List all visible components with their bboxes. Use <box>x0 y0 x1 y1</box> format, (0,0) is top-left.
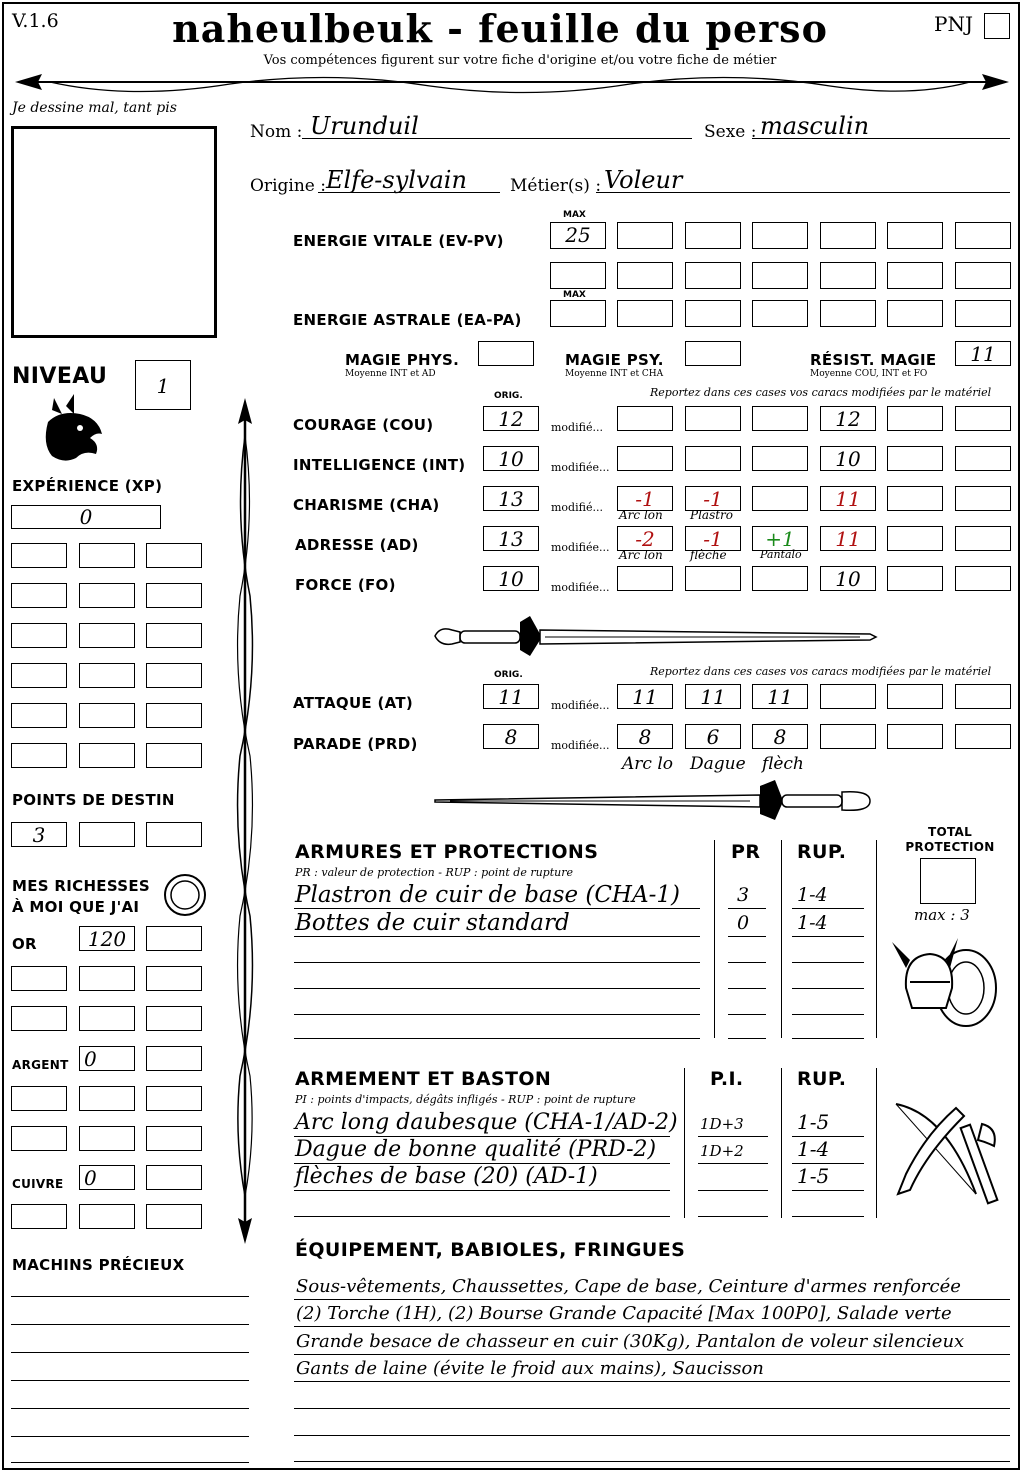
machins-label: MACHINS PRÉCIEUX <box>12 1256 185 1274</box>
destin-box[interactable] <box>79 822 135 847</box>
sword-icon <box>430 612 880 658</box>
armure-name[interactable]: Plastron de cuir de base (CHA-1) <box>295 882 680 908</box>
cuivre-box[interactable]: 0 <box>79 1165 135 1190</box>
parade-mod-box[interactable]: 8 <box>617 724 673 749</box>
protection-max-label: max : 3 <box>914 906 970 924</box>
adresse-mod-box[interactable] <box>887 526 943 551</box>
pnj-label: PNJ <box>934 12 973 36</box>
modifie-label: modifiée... <box>551 461 610 474</box>
armement-note: PI : points d'impacts, dégâts infligés - RUP : point de rupture <box>295 1093 636 1106</box>
niveau-box[interactable]: 1 <box>135 360 191 410</box>
courage-mod-box[interactable] <box>752 406 808 431</box>
arme-pi[interactable]: 1D+3 <box>700 1115 744 1133</box>
weapon-note: Dague <box>690 754 746 774</box>
argent-box[interactable] <box>11 1126 67 1151</box>
force-mod-box[interactable] <box>685 566 741 591</box>
sexe-label: Sexe : <box>704 122 757 142</box>
metier-value[interactable]: Voleur <box>604 166 683 194</box>
charisme-mod-box[interactable]: -1 <box>685 486 741 511</box>
sword-icon <box>430 778 880 822</box>
adresse-note: flèche <box>690 548 727 562</box>
portrait-caption: Je dessine mal, tant pis <box>12 100 177 116</box>
orig-label: ORIG. <box>494 391 523 401</box>
courage-mod-box[interactable] <box>955 406 1011 431</box>
nom-value[interactable]: Urunduil <box>310 112 419 140</box>
ea-box[interactable] <box>820 300 876 327</box>
adresse-final-box[interactable]: 11 <box>820 526 876 551</box>
magie-psy-box[interactable] <box>685 341 741 366</box>
xp-box[interactable] <box>11 703 67 728</box>
modifie-label: modifié... <box>551 501 603 514</box>
vertical-spear-icon <box>228 396 262 1246</box>
parade-mod-box[interactable] <box>887 724 943 749</box>
attaque-mod-box[interactable] <box>955 684 1011 709</box>
attaque-label: ATTAQUE (AT) <box>293 694 414 712</box>
adresse-mod-box[interactable]: -2 <box>617 526 673 551</box>
parade-label: PARADE (PRD) <box>293 735 418 753</box>
intelligence-mod-box[interactable] <box>887 446 943 471</box>
or-box[interactable] <box>146 926 202 951</box>
xp-box[interactable] <box>79 703 135 728</box>
force-mod-box[interactable] <box>617 566 673 591</box>
charisme-note: Plastro <box>690 508 734 522</box>
arme-pi[interactable]: 1D+2 <box>700 1142 744 1160</box>
courage-mod-box[interactable] <box>685 406 741 431</box>
argent-box[interactable] <box>146 1046 202 1071</box>
xp-box[interactable] <box>11 543 67 568</box>
xp-box[interactable] <box>11 583 67 608</box>
or-box[interactable]: 120 <box>79 926 135 951</box>
courage-final-box[interactable]: 12 <box>820 406 876 431</box>
portrait-box[interactable] <box>11 126 217 338</box>
cuivre-box[interactable] <box>146 1165 202 1190</box>
equipement-line[interactable]: Sous-vêtements, Chaussettes, Cape de base, Ceinture d'armes renforcée <box>296 1276 961 1297</box>
ev-label: ENERGIE VITALE (EV-PV) <box>293 232 504 250</box>
equipement-title: ÉQUIPEMENT, BABIOLES, FRINGUES <box>295 1239 686 1261</box>
ev-box[interactable] <box>887 222 943 249</box>
armement-title: ARMEMENT ET BASTON <box>295 1068 552 1090</box>
arme-name[interactable]: Dague de bonne qualité (PRD-2) <box>295 1137 657 1162</box>
equipement-line[interactable]: (2) Torche (1H), (2) Bourse Grande Capacité [Max 100P0], Salade verte <box>296 1303 952 1324</box>
armure-pr[interactable]: 0 <box>737 912 750 934</box>
force-mod-box[interactable] <box>752 566 808 591</box>
sexe-value[interactable]: masculin <box>760 112 870 140</box>
or-box[interactable] <box>146 1006 202 1031</box>
xp-box[interactable] <box>79 543 135 568</box>
arme-rup[interactable]: 1-5 <box>797 1110 830 1134</box>
xp-box[interactable] <box>11 663 67 688</box>
total-protection-box[interactable] <box>920 858 976 904</box>
version-label: V.1.6 <box>12 10 59 32</box>
ev-box[interactable] <box>887 262 943 289</box>
arme-name[interactable]: flèches de base (20) (AD-1) <box>295 1164 598 1189</box>
or-box[interactable] <box>79 966 135 991</box>
helmet-shield-icon <box>888 928 1000 1032</box>
armures-rup-label: RUP. <box>797 841 847 863</box>
coin-icon <box>162 872 208 918</box>
spear-divider-icon <box>10 66 1014 100</box>
argent-label: ARGENT <box>12 1058 69 1072</box>
xp-box[interactable] <box>146 543 202 568</box>
armure-rup[interactable]: 1-4 <box>797 912 828 934</box>
charisme-mod-box[interactable] <box>752 486 808 511</box>
ev-max-box[interactable]: 25 <box>550 222 606 249</box>
or-box[interactable] <box>11 1006 67 1031</box>
weapon-note: Arc lo <box>622 754 673 774</box>
parade-mod-box[interactable] <box>820 724 876 749</box>
sheet-title: naheulbeuk - feuille du perso <box>172 6 828 51</box>
magie-phys-box[interactable] <box>478 341 534 366</box>
ea-max-label: MAX <box>563 290 586 300</box>
armure-name[interactable]: Bottes de cuir standard <box>295 910 570 936</box>
charisme-label: CHARISME (CHA) <box>293 496 440 514</box>
ev-box[interactable] <box>955 262 1011 289</box>
xp-box[interactable] <box>146 583 202 608</box>
or-box[interactable] <box>11 966 67 991</box>
ea-max-box[interactable] <box>550 300 606 327</box>
adresse-label: ADRESSE (AD) <box>295 536 419 554</box>
adresse-mod-box[interactable]: -1 <box>685 526 741 551</box>
ea-box[interactable] <box>617 300 673 327</box>
argent-box[interactable] <box>146 1086 202 1111</box>
force-mod-box[interactable] <box>955 566 1011 591</box>
adresse-mod-box[interactable]: +1 <box>752 526 808 551</box>
ea-box[interactable] <box>887 300 943 327</box>
or-label: OR <box>12 935 37 953</box>
parade-mod-box[interactable]: 8 <box>752 724 808 749</box>
xp-box[interactable]: 0 <box>11 505 161 529</box>
xp-box[interactable] <box>11 743 67 768</box>
intelligence-mod-box[interactable] <box>752 446 808 471</box>
crossed-weapons-icon <box>886 1094 1002 1214</box>
armures-note: PR : valeur de protection - RUP : point de rupture <box>295 866 573 879</box>
weapon-note: flèch <box>762 754 804 774</box>
combat-orig-label: ORIG. <box>494 670 523 680</box>
modifie-label: modifiée... <box>551 699 610 712</box>
intelligence-mod-box[interactable] <box>955 446 1011 471</box>
cuivre-box[interactable] <box>79 1204 135 1229</box>
intelligence-label: INTELLIGENCE (INT) <box>293 456 466 474</box>
armement-pi-label: P.I. <box>710 1068 744 1090</box>
attaque-mod-box[interactable] <box>820 684 876 709</box>
ea-box[interactable] <box>685 300 741 327</box>
courage-mod-box[interactable] <box>887 406 943 431</box>
intelligence-mod-box[interactable] <box>685 446 741 471</box>
ev-box[interactable] <box>550 262 606 289</box>
sheet-subtitle: Vos compétences figurent sur votre fiche d'origine et/ou votre fiche de métier <box>263 53 777 68</box>
modifie-label: modifié... <box>551 421 603 434</box>
xp-box[interactable] <box>79 743 135 768</box>
pnj-checkbox[interactable] <box>984 13 1010 39</box>
xp-box[interactable] <box>79 663 135 688</box>
force-mod-box[interactable] <box>887 566 943 591</box>
magie-psy-label: MAGIE PSY. <box>565 351 664 369</box>
force-final-box[interactable]: 10 <box>820 566 876 591</box>
cuivre-box[interactable] <box>11 1204 67 1229</box>
cuivre-label: CUIVRE <box>12 1177 64 1191</box>
argent-box[interactable]: 0 <box>79 1046 135 1071</box>
ev-box[interactable] <box>752 262 808 289</box>
resist-magie-sub: Moyenne COU, INT et FO <box>810 369 928 379</box>
niveau-label: NIVEAU <box>12 364 108 389</box>
cuivre-box[interactable] <box>146 1204 202 1229</box>
metier-label: Métier(s) : <box>510 176 602 196</box>
charisme-orig-box[interactable]: 13 <box>483 486 539 511</box>
courage-mod-box[interactable] <box>617 406 673 431</box>
adresse-note: Arc lon <box>619 548 663 562</box>
parade-mod-box[interactable] <box>955 724 1011 749</box>
armures-title: ARMURES ET PROTECTIONS <box>295 841 599 863</box>
ea-box[interactable] <box>955 300 1011 327</box>
ev-box[interactable] <box>617 222 673 249</box>
arme-name[interactable]: Arc long daubesque (CHA-1/AD-2) <box>295 1110 678 1135</box>
charisme-mod-box[interactable] <box>955 486 1011 511</box>
intelligence-mod-box[interactable] <box>617 446 673 471</box>
adresse-mod-box[interactable] <box>955 526 1011 551</box>
xp-box[interactable] <box>79 583 135 608</box>
ea-box[interactable] <box>752 300 808 327</box>
origine-label: Origine : <box>250 176 326 196</box>
magie-psy-sub: Moyenne INT et CHA <box>565 369 664 379</box>
attaque-mod-box[interactable]: 11 <box>617 684 673 709</box>
force-orig-box[interactable]: 10 <box>483 566 539 591</box>
charisme-final-box[interactable]: 11 <box>820 486 876 511</box>
xp-box[interactable] <box>146 743 202 768</box>
resist-magie-box[interactable]: 11 <box>955 341 1011 366</box>
nom-label: Nom : <box>250 122 303 142</box>
equipement-line[interactable]: Gants de laine (évite le froid aux mains), Saucisson <box>296 1358 764 1379</box>
total-protection-label: TOTAL PROTECTION <box>905 825 995 854</box>
modifie-label: modifiée... <box>551 739 610 752</box>
xp-box[interactable] <box>146 663 202 688</box>
ev-box[interactable] <box>685 262 741 289</box>
argent-box[interactable] <box>11 1086 67 1111</box>
parade-orig-box[interactable]: 8 <box>483 724 539 749</box>
destin-box[interactable]: 3 <box>11 822 67 847</box>
arme-rup[interactable]: 1-4 <box>797 1137 830 1161</box>
ev-box[interactable] <box>617 262 673 289</box>
parade-mod-box[interactable]: 6 <box>685 724 741 749</box>
ea-label: ENERGIE ASTRALE (EA-PA) <box>293 311 522 329</box>
intelligence-orig-box[interactable]: 10 <box>483 446 539 471</box>
argent-box[interactable] <box>79 1126 135 1151</box>
xp-label: EXPÉRIENCE (XP) <box>12 477 163 495</box>
xp-box[interactable] <box>146 703 202 728</box>
attaque-mod-box[interactable]: 11 <box>752 684 808 709</box>
destin-box[interactable] <box>146 822 202 847</box>
armement-rup-label: RUP. <box>797 1068 847 1090</box>
argent-box[interactable] <box>146 1126 202 1151</box>
ev-box[interactable] <box>685 222 741 249</box>
modifie-label: modifiée... <box>551 541 610 554</box>
report-note: Reportez dans ces cases vos caracs modifiées par le matériel <box>650 386 992 399</box>
ev-box[interactable] <box>820 222 876 249</box>
armures-pr-label: PR <box>731 841 761 863</box>
destin-label: POINTS DE DESTIN <box>12 791 175 809</box>
intelligence-final-box[interactable]: 10 <box>820 446 876 471</box>
richesses-label: MES RICHESSES <box>12 877 151 895</box>
arme-rup[interactable]: 1-5 <box>797 1164 830 1188</box>
courage-orig-box[interactable]: 12 <box>483 406 539 431</box>
attaque-mod-box[interactable] <box>887 684 943 709</box>
attaque-orig-box[interactable]: 11 <box>483 684 539 709</box>
attaque-mod-box[interactable]: 11 <box>685 684 741 709</box>
magie-phys-sub: Moyenne INT et AD <box>345 369 436 379</box>
resist-magie-label: RÉSIST. MAGIE <box>810 351 937 369</box>
argent-box[interactable] <box>79 1086 135 1111</box>
ev-max-label: MAX <box>563 210 586 220</box>
or-box[interactable] <box>79 1006 135 1031</box>
ev-box[interactable] <box>955 222 1011 249</box>
combat-report-note: Reportez dans ces cases vos caracs modifiées par le matériel <box>650 665 992 678</box>
xp-box[interactable] <box>11 623 67 648</box>
origine-value[interactable]: Elfe-sylvain <box>326 166 467 194</box>
charisme-note: Arc lon <box>619 508 663 522</box>
equipement-line[interactable]: Grande besace de chasseur en cuir (30Kg), Pantalon de voleur silencieux <box>296 1331 965 1352</box>
xp-box[interactable] <box>146 623 202 648</box>
ev-box[interactable] <box>820 262 876 289</box>
xp-box[interactable] <box>79 623 135 648</box>
adresse-orig-box[interactable]: 13 <box>483 526 539 551</box>
modifie-label: modifiée... <box>551 581 610 594</box>
magie-phys-label: MAGIE PHYS. <box>345 351 460 369</box>
courage-label: COURAGE (COU) <box>293 416 434 434</box>
charisme-mod-box[interactable] <box>887 486 943 511</box>
adresse-note: Pantalo <box>760 548 802 561</box>
dragon-head-icon <box>40 392 106 466</box>
armure-rup[interactable]: 1-4 <box>797 884 828 906</box>
force-label: FORCE (FO) <box>295 576 396 594</box>
richesses-label: À MOI QUE J'AI <box>12 898 140 916</box>
ev-box[interactable] <box>752 222 808 249</box>
or-box[interactable] <box>146 966 202 991</box>
armure-pr[interactable]: 3 <box>737 884 750 906</box>
charisme-mod-box[interactable]: -1 <box>617 486 673 511</box>
